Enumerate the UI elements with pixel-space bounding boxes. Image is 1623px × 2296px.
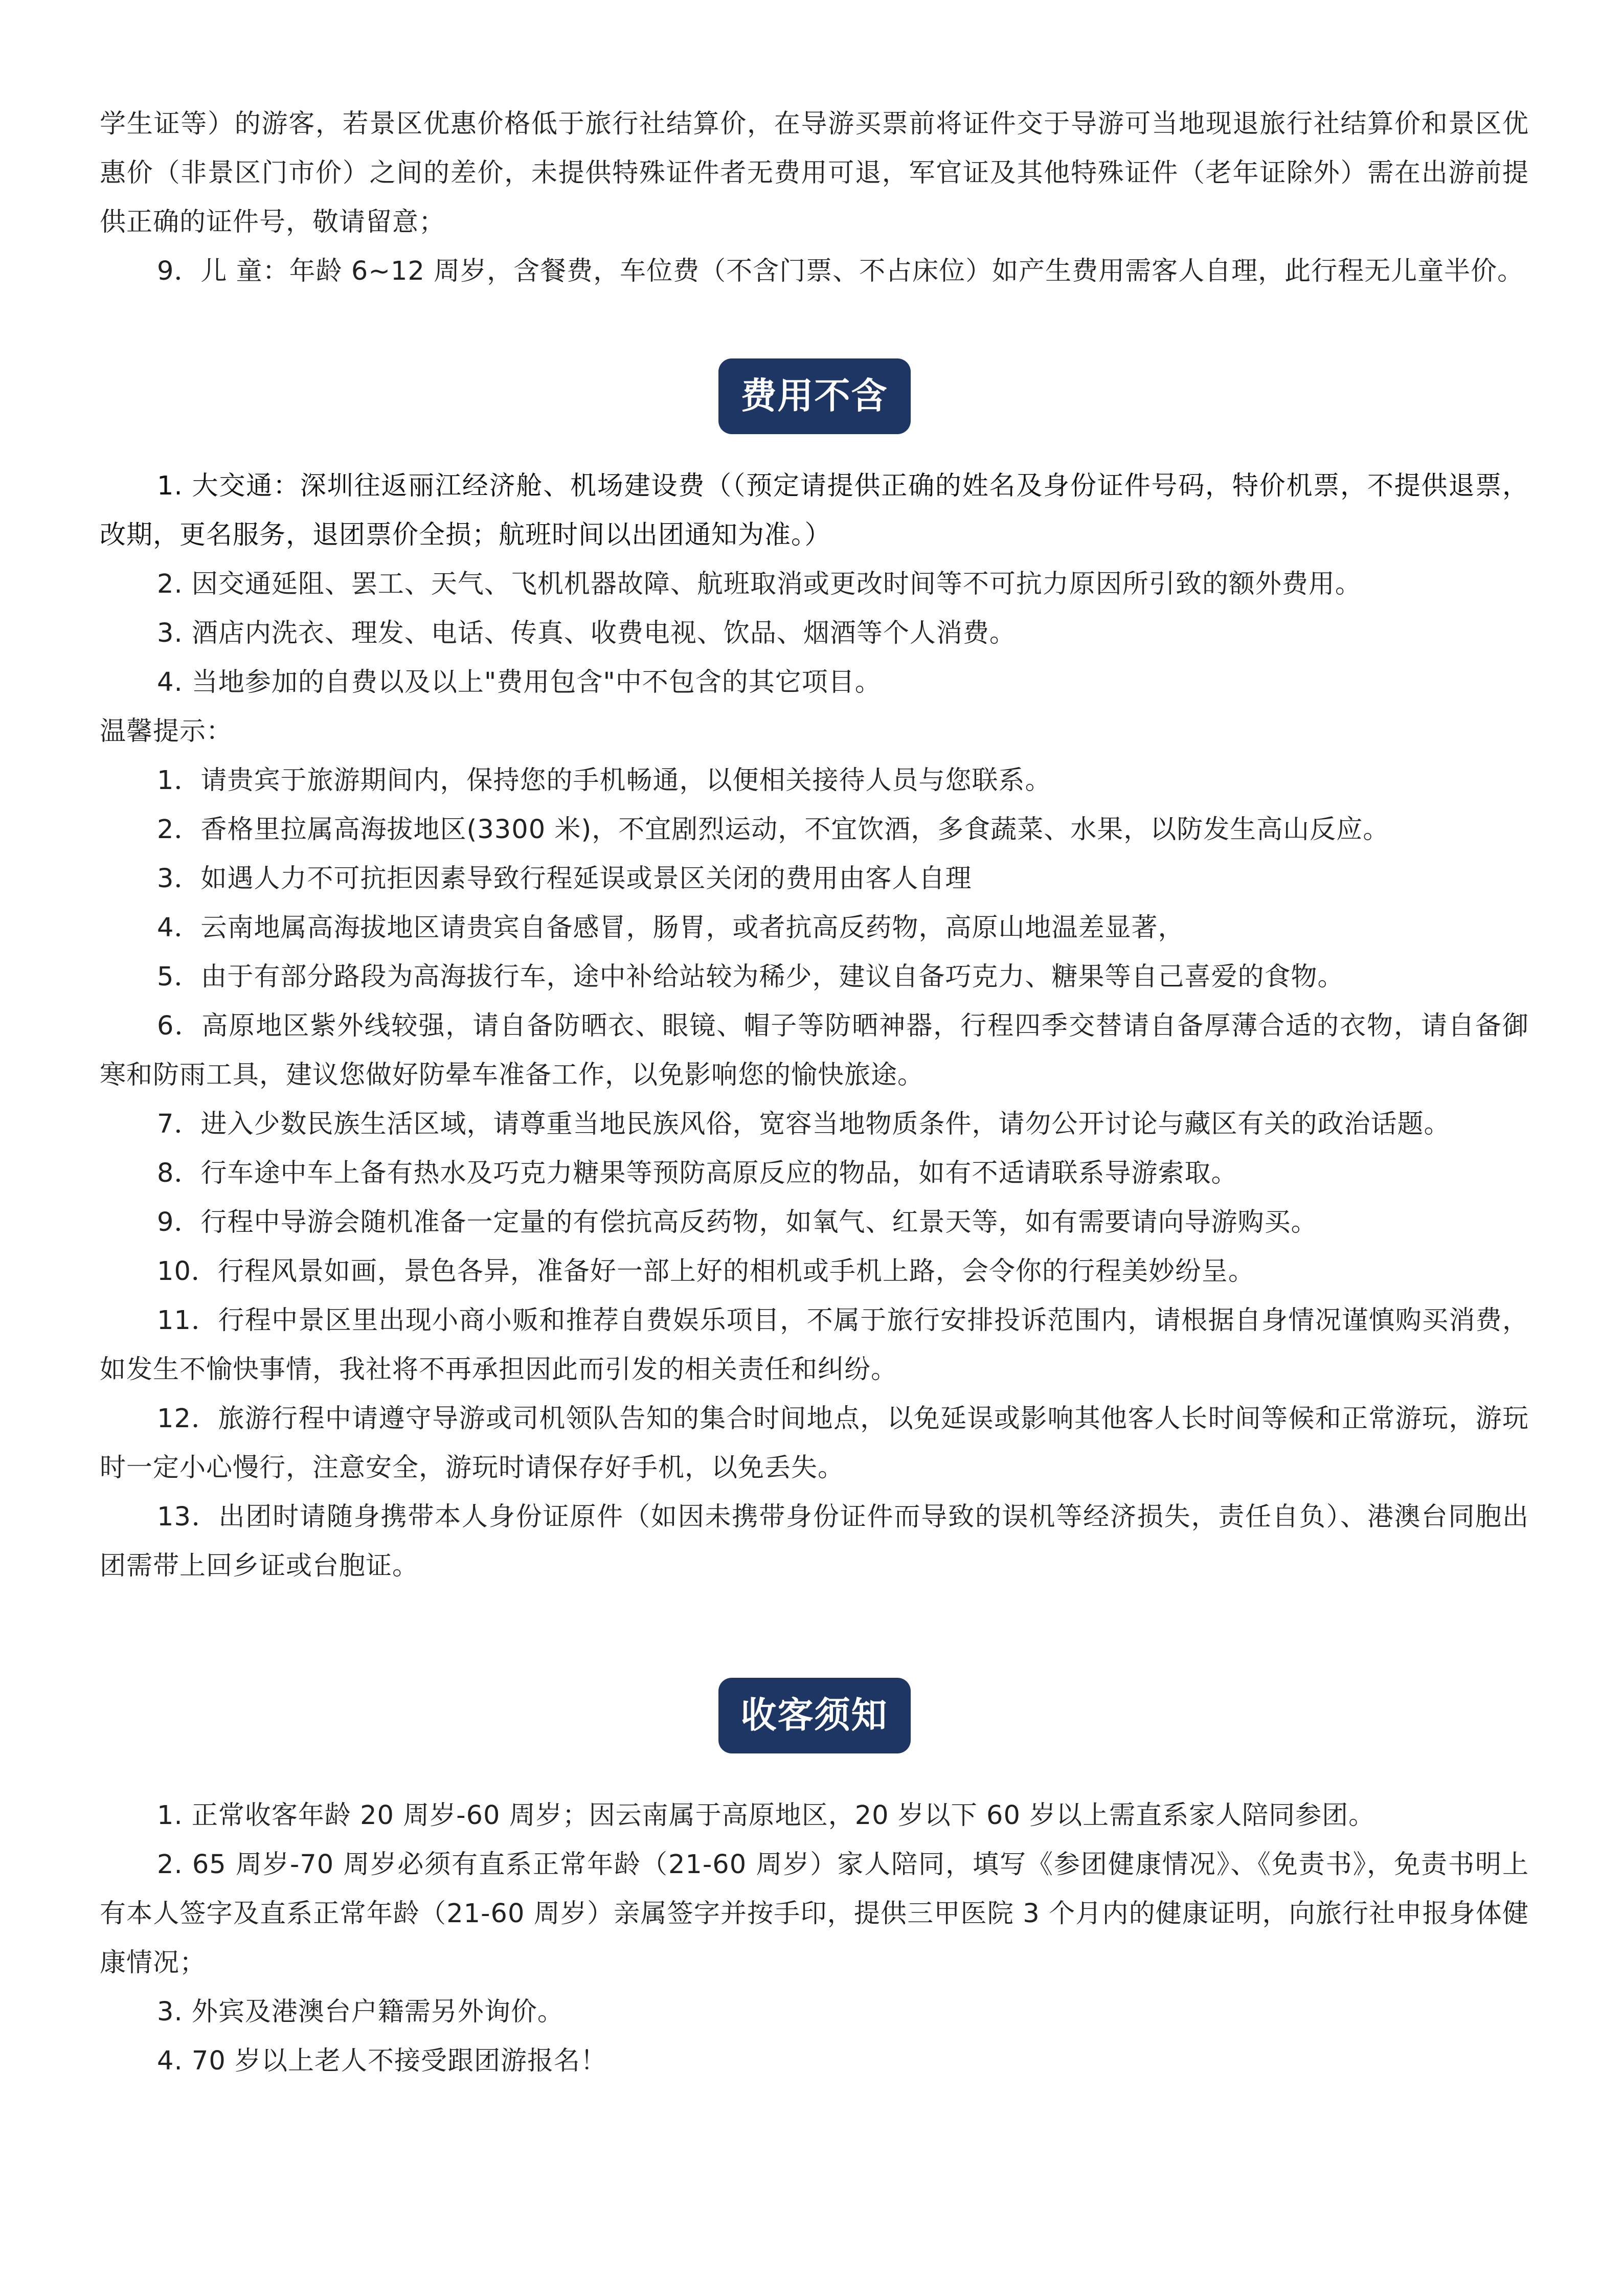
tip-item: 6．高原地区紫外线较强，请自备防晒衣、眼镜、帽子等防晒神器，行程四季交替请自备厚薄合适的衣物，请自备御寒和防雨工具，建议您做好防晕车准备工作，以免影响您的愉快旅途。 <box>100 1011 1529 1090</box>
admission-item: 3. 外宾及港澳台户籍需另外询价。 <box>157 1997 564 2027</box>
tip-item: 3．如遇人力不可抗拒因素导致行程延误或景区关闭的费用由客人自理 <box>157 864 972 894</box>
admission-item: 4. 70 岁以上老人不接受跟团游报名！ <box>157 2046 607 2076</box>
exclusions-list <box>100 462 1529 707</box>
tip-item: 8．行车途中车上备有热水及巧克力糖果等预防高原反应的物品，如有不适请联系导游索取。 <box>157 1158 1238 1188</box>
tip-item: 11．行程中景区里出现小商小贩和推荐自费娱乐项目，不属于旅行安排投诉范围内，请根据自身情况谨慎购买消费，如发生不愉快事情，我社将不再承担因此而引发的相关责任和纠纷。 <box>100 1305 1529 1385</box>
tip-item: 10．行程风景如画，景色各异，准备好一部上好的相机或手机上路，会令你的行程美妙纷呈。 <box>157 1256 1255 1287</box>
tip-item: 4．云南地属高海拔地区请贵宾自备感冒，肠胃，或者抗高反药物，高原山地温差显著， <box>157 913 1185 943</box>
paragraph-continuation: 学生证等）的游客，若景区优惠价格低于旅行社结算价，在导游买票前将证件交于导游可当地现退旅行社结算价和景区优惠价（非景区门市价）之间的差价，未提供特殊证件者无费用可退，军官证及其他特殊证件（老年证除外）需在出游前提供正确的证件号，敬请留意； <box>100 109 1529 237</box>
tip-item: 2．香格里拉属高海拔地区(3300 米)，不宜剧烈运动，不宜饮酒，多食蔬菜、水果，以防发生高山反应。 <box>157 815 1390 845</box>
exclusion-item: 2. 因交通延阻、罢工、天气、飞机机器故障、航班取消或更改时间等不可抗力原因所引致的额外费用。 <box>157 569 1362 599</box>
exclusion-item: 4. 当地参加的自费以及以上"费用包含"中不包含的其它项目。 <box>157 667 882 697</box>
admission-heading-wrap <box>100 1678 1529 1753</box>
admission-list <box>100 1791 1529 2086</box>
admission-item: 2. 65 周岁-70 周岁必须有直系正常年龄（21-60 周岁）家人陪同，填写《参团健康情况》、《免责书》，免责书明上有本人签字及直系正常年龄（21-60 周岁）亲属签字并按手印，提供三甲医院 3 个月内的健康证明，向旅行社申报身体健康情况； <box>100 1850 1529 1978</box>
exclusions-heading: 费用不含 <box>718 358 911 434</box>
tip-item: 1．请贵宾于旅游期间内，保持您的手机畅通，以便相关接待人员与您联系。 <box>157 766 1052 796</box>
tip-item: 5．由于有部分路段为高海拔行车，途中补给站较为稀少，建议自备巧克力、糖果等自己喜爱的食物。 <box>157 962 1344 992</box>
exclusion-item: 1. 大交通：深圳往返丽江经济舱、机场建设费（（预定请提供正确的姓名及身份证件号码，特价机票，不提供退票，改期，更名服务，退团票价全损；航班时间以出团通知为准。） <box>100 471 1529 550</box>
exclusions-heading-wrap <box>100 358 1529 434</box>
admission-item: 1. 正常收客年龄 20 周岁-60 周岁；因云南属于高原地区，20 岁以下 60 岁以上需直系家人陪同参团。 <box>157 1800 1376 1831</box>
paragraph-children-policy: 9．儿 童：年龄 6~12 周岁，含餐费，车位费（不含门票、不占床位）如产生费用需客人自理，此行程无儿童半价。 <box>157 256 1524 286</box>
tip-item: 7．进入少数民族生活区域，请尊重当地民族风俗，宽容当地物质条件，请勿公开讨论与藏区有关的政治话题。 <box>157 1109 1451 1139</box>
document-page <box>100 100 1529 2086</box>
tip-item: 9．行程中导游会随机准备一定量的有偿抗高反药物，如氧气、红景天等，如有需要请向导游购买。 <box>157 1207 1318 1237</box>
exclusion-item: 3. 酒店内洗衣、理发、电话、传真、收费电视、饮品、烟酒等个人消费。 <box>157 618 1016 648</box>
previous-section <box>100 100 1529 296</box>
tip-item: 12．旅游行程中请遵守导游或司机领队告知的集合时间地点，以免延误或影响其他客人长时间等候和正常游玩，游玩时一定小心慢行，注意安全，游玩时请保存好手机，以免丢失。 <box>100 1404 1529 1483</box>
tips-section <box>100 707 1529 1591</box>
tip-item: 13．出团时请随身携带本人身份证原件（如因未携带身份证件而导致的误机等经济损失，责任自负）、港澳台同胞出团需带上回乡证或台胞证。 <box>100 1502 1529 1581</box>
admission-heading: 收客须知 <box>718 1678 911 1753</box>
tips-title: 温馨提示： <box>100 716 233 747</box>
